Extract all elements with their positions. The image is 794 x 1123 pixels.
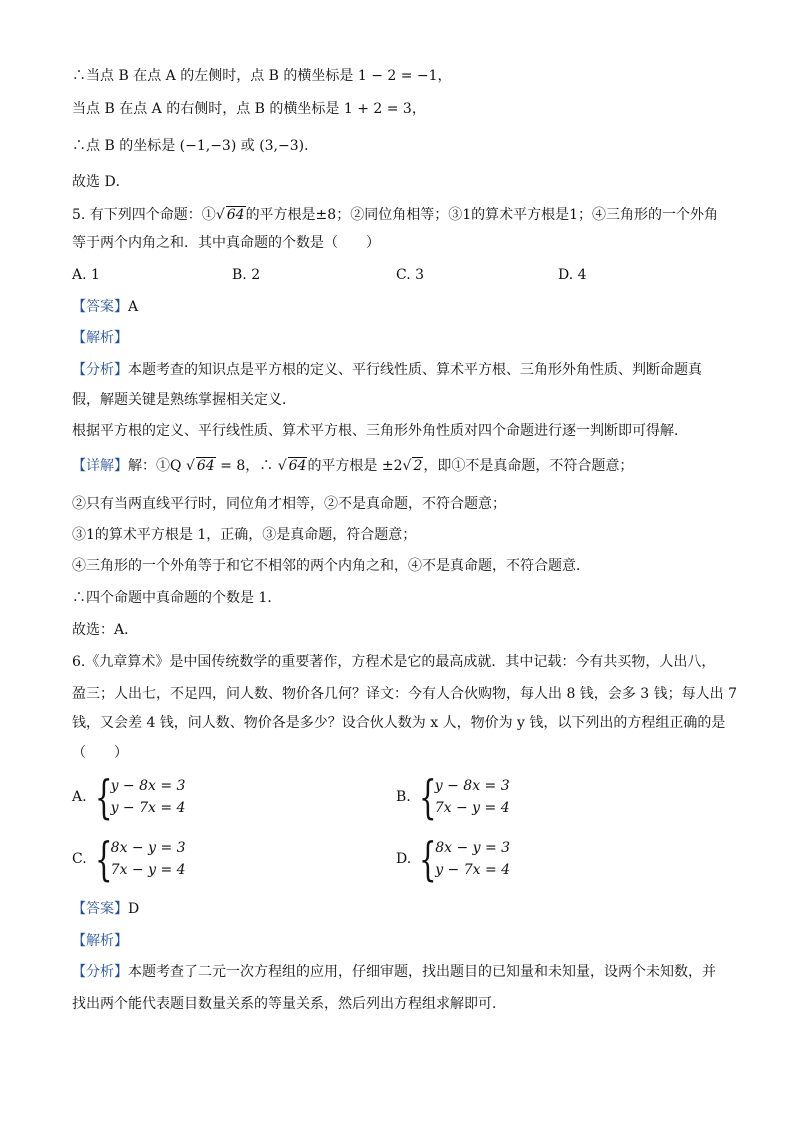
equation: 7x − y = 4	[434, 800, 510, 816]
question-6-stem: 6.《九章算术》是中国传统数学的重要著作，方程术是它的最高成就．其中记载：今有共买物，人出八，	[72, 654, 716, 670]
option-a: A. 1	[72, 267, 100, 283]
detail-line	[72, 456, 633, 476]
detail-line: ②只有当两直线平行时，同位角才相等，②不是真命题，不符合题意；	[72, 496, 506, 512]
fenxi-tag: 【分析】	[72, 362, 128, 378]
option-c	[72, 832, 186, 886]
fenxi-line: 假，解题关键是熟练掌握相关定义．	[72, 392, 296, 408]
detail-line: 故选：A．	[72, 622, 139, 638]
question-6-stem: 钱，又会差 4 钱，问人数、物价各是多少？设合伙人数为 x 人，物价为 y 钱，以下列出的方程组正确的是	[72, 715, 726, 731]
question-6-stem: （ ）	[72, 745, 128, 761]
stem-text: 的平方根是±8；②同位角相等；③1的算术平方根是1；④三角形的一个外角	[245, 207, 719, 223]
answer-tag: 【答案】	[72, 299, 128, 315]
analysis-tag: 【解析】	[72, 933, 128, 949]
question-5-stem	[72, 205, 718, 225]
radicand: 64	[288, 458, 307, 474]
option-d	[396, 832, 511, 886]
sqrt-symbol: √	[185, 458, 195, 474]
option-c: C. 3	[396, 267, 425, 283]
equation: y − 7x = 4	[435, 862, 511, 878]
question-5-stem-cont: 等于两个内角之和．其中真命题的个数是（ ）	[72, 235, 380, 251]
option-label: C.	[72, 851, 87, 867]
equation: y − 8x = 3	[434, 778, 510, 794]
analysis-tag: 【解析】	[72, 330, 128, 346]
fenxi-line	[72, 360, 702, 380]
equation: 7x − y = 4	[110, 862, 186, 878]
equation: 8x − y = 3	[435, 840, 511, 856]
option-b: B. 2	[232, 267, 261, 283]
brace-icon: {	[94, 832, 113, 886]
option-label: A.	[72, 789, 87, 805]
sqrt-symbol: √	[215, 207, 225, 223]
detail-tag: 【详解】	[72, 458, 128, 474]
fenxi-text: 本题考查了二元一次方程组的应用，仔细审题，找出题目的已知量和未知量，设两个未知数，并	[128, 964, 716, 980]
option-b	[396, 770, 510, 824]
radicand: 2	[413, 458, 423, 474]
brace-icon: {	[94, 770, 113, 824]
radicand: 64	[226, 207, 245, 223]
sqrt-symbol: √	[277, 458, 287, 474]
fenxi-text: 本题考查的知识点是平方根的定义、平行线性质、算术平方根、三角形外角性质、判断命题真	[128, 362, 702, 378]
question-6-stem: 盈三；人出七，不足四，问人数、物价各几何？译文：今有人合伙购物，每人出 8 钱，会多 3 钱；每人出 7	[72, 686, 737, 702]
detail-text: 的平方根是 ±2	[307, 458, 403, 474]
detail-line: ④三角形的一个外角等于和它不相邻的两个内角之和，④不是真命题，不符合题意．	[72, 558, 590, 574]
answer-line	[72, 297, 138, 317]
detail-text: ，即①不是真命题，不符合题意；	[423, 458, 634, 474]
answer-value: D	[128, 901, 140, 917]
detail-text: = 8，∴	[215, 458, 278, 474]
text-line: 故选 D．	[72, 174, 130, 190]
text-line: ∴当点 B 在点 A 的左侧时，点 B 的横坐标是 1 − 2 = −1，	[72, 68, 452, 84]
fenxi-line: 找出两个能代表题目数量关系的等量关系，然后列出方程组求解即可．	[72, 996, 506, 1012]
stem-text: 5. 有下列四个命题：①	[72, 207, 216, 223]
answer-value: A	[128, 299, 139, 315]
brace-icon: {	[418, 770, 437, 824]
sqrt-symbol: √	[402, 458, 412, 474]
equation: y − 7x = 4	[110, 800, 186, 816]
option-a	[72, 770, 186, 824]
option-label: D.	[396, 851, 412, 867]
answer-line	[72, 899, 139, 919]
text-line: 当点 B 在点 A 的右侧时，点 B 的横坐标是 1 + 2 = 3，	[72, 101, 426, 117]
equation: 8x − y = 3	[110, 840, 186, 856]
detail-line: ∴四个命题中真命题的个数是 1．	[72, 590, 282, 606]
detail-line: ③1的算术平方根是 1，正确，③是真命题，符合题意；	[72, 527, 417, 543]
answer-tag: 【答案】	[72, 901, 128, 917]
fenxi-line: 根据平方根的定义、平行线性质、算术平方根、三角形外角性质对四个命题进行逐一判断即可得解．	[72, 423, 688, 439]
radicand: 64	[196, 458, 215, 474]
equation: y − 8x = 3	[110, 778, 186, 794]
fenxi-tag: 【分析】	[72, 964, 128, 980]
brace-icon: {	[419, 832, 437, 886]
option-label: B.	[396, 789, 411, 805]
text-line: ∴点 B 的坐标是 (−1,−3) 或 (3,−3)．	[72, 138, 319, 154]
fenxi-line	[72, 962, 716, 982]
detail-text: 解：①Q	[128, 458, 186, 474]
option-d: D. 4	[558, 267, 587, 283]
